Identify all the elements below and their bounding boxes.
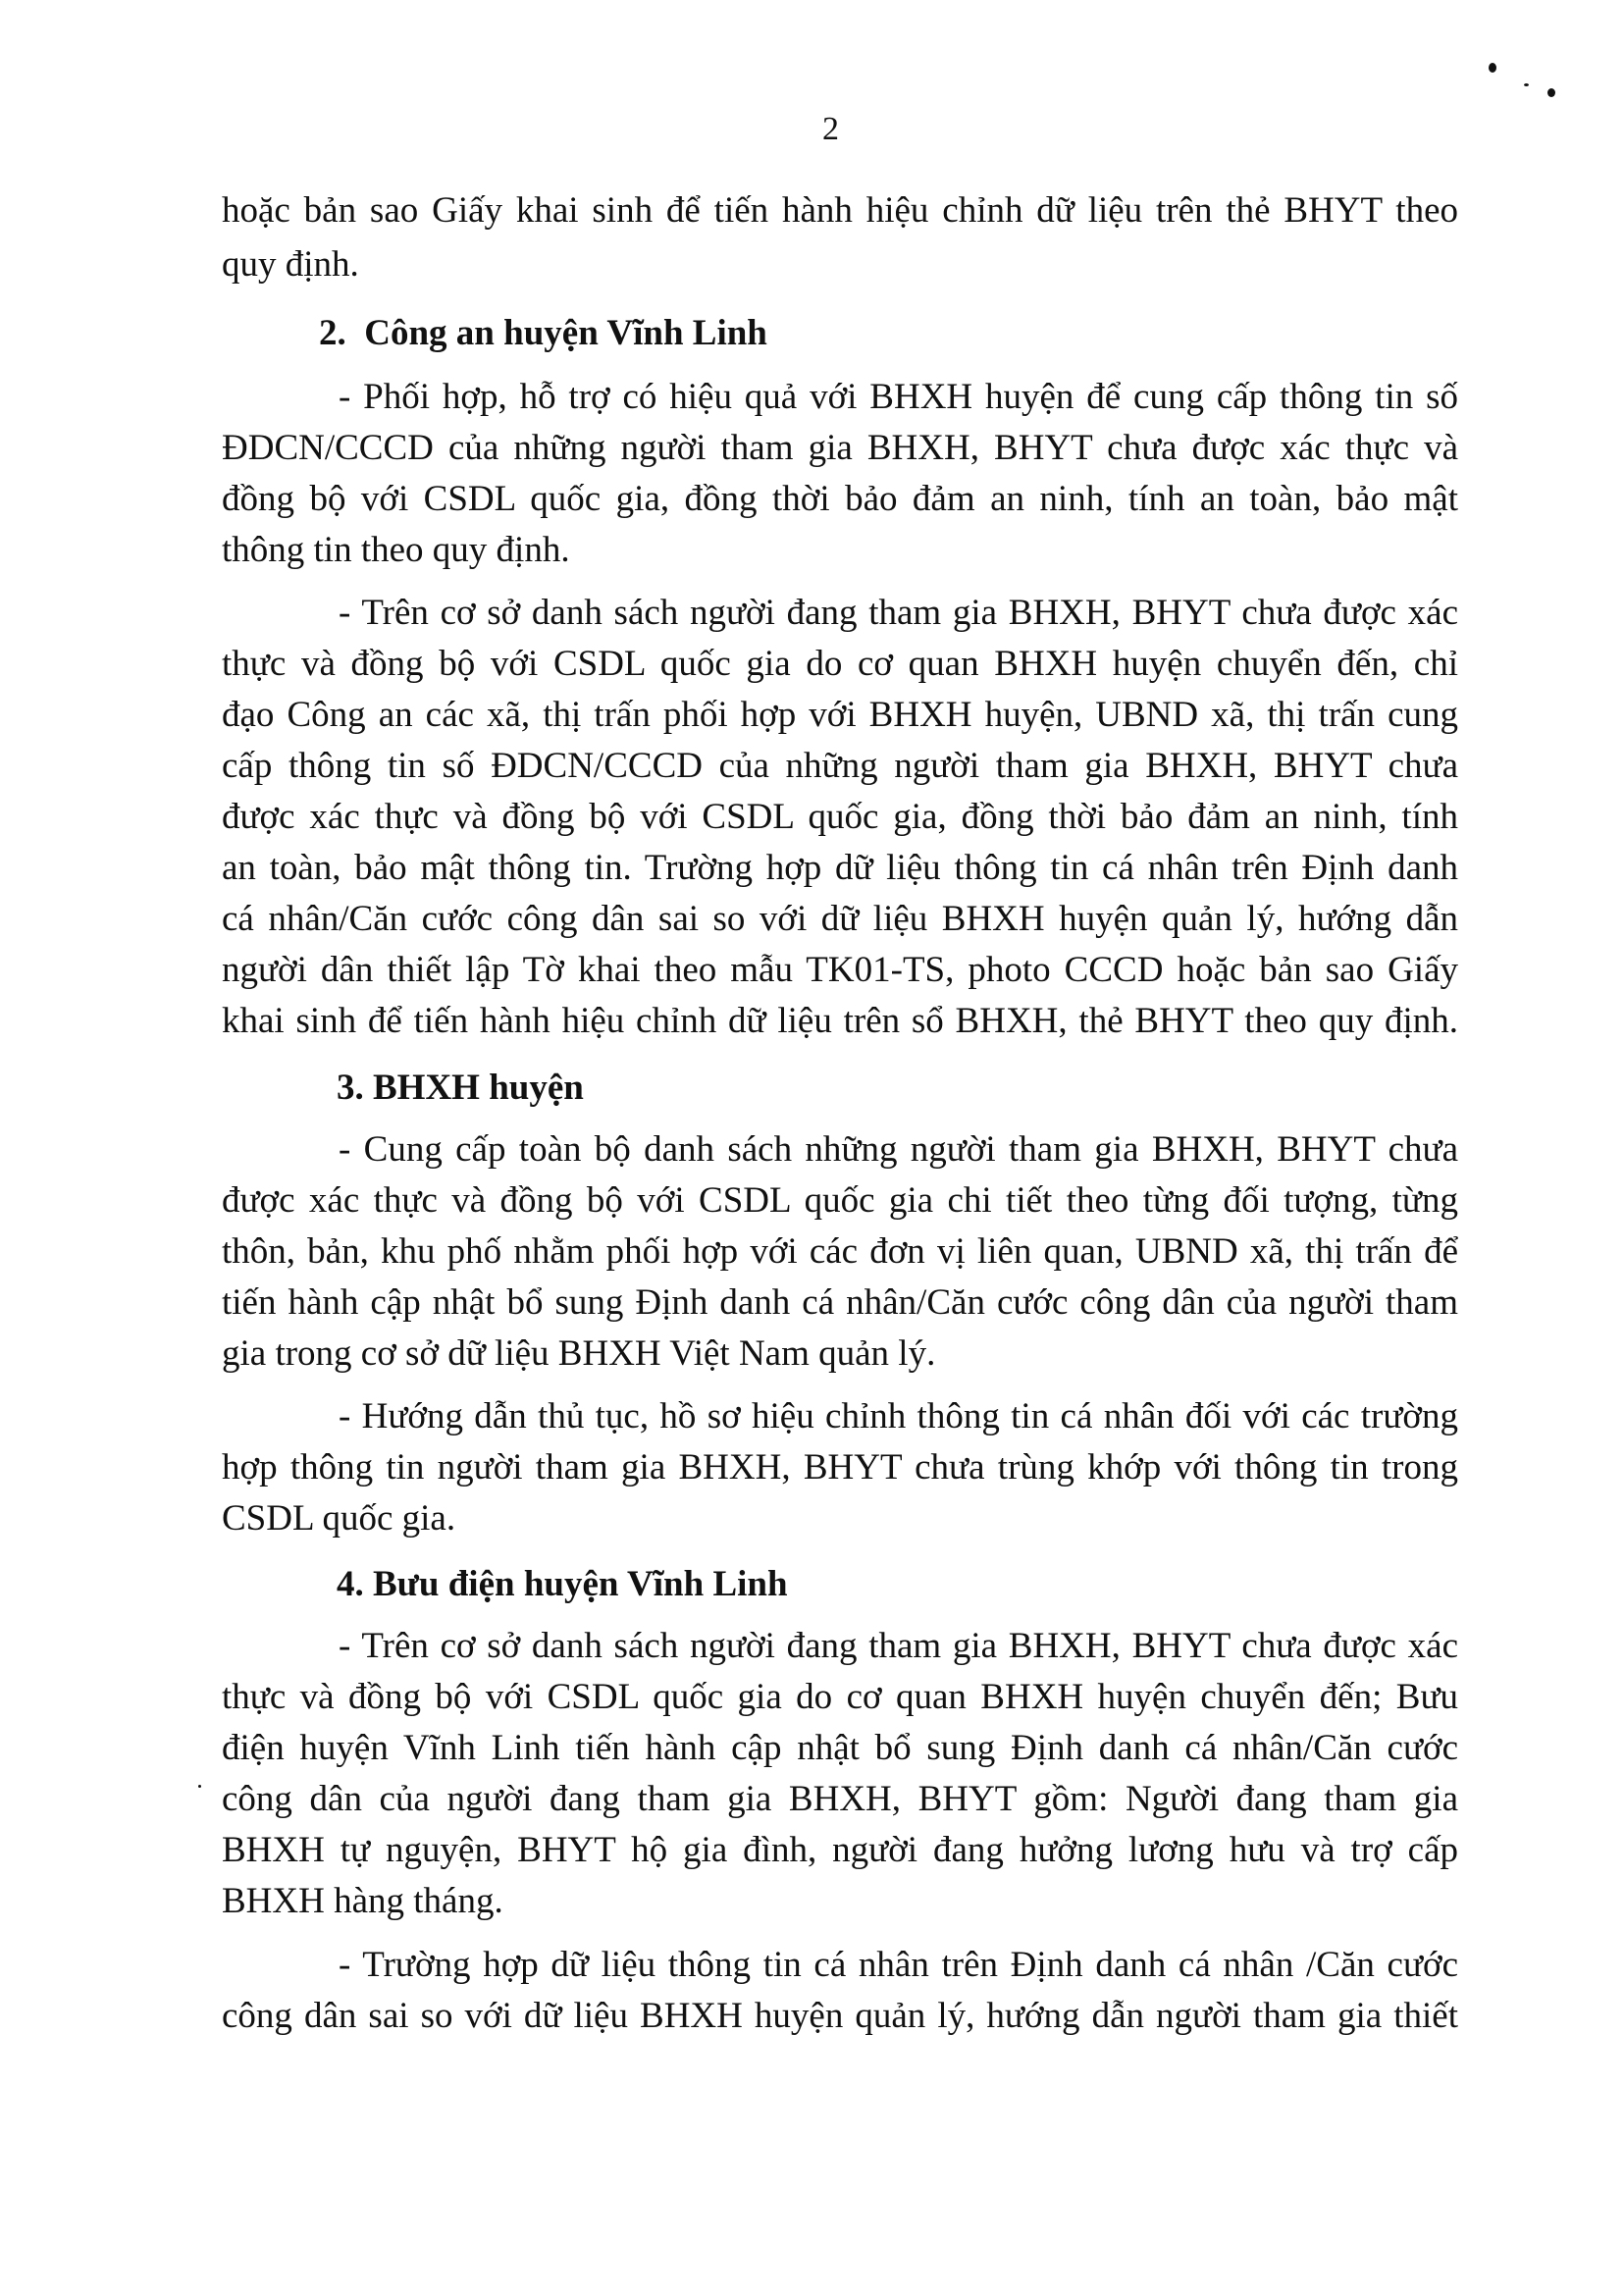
- text-line: người dân thiết lập Tờ khai theo mẫu TK01-TS, photo CCCD hoặc bản sao Giấy: [222, 950, 1458, 990]
- text-line: - Hướng dẫn thủ tục, hồ sơ hiệu chỉnh thông tin cá nhân đối với các trường: [339, 1396, 1458, 1436]
- text-line: khai sinh để tiến hành hiệu chỉnh dữ liệu trên sổ BHXH, thẻ BHYT theo quy định.: [222, 1001, 1458, 1041]
- text-line: - Phối hợp, hỗ trợ có hiệu quả với BHXH huyện để cung cấp thông tin số: [339, 377, 1458, 417]
- text-line: đồng bộ với CSDL quốc gia, đồng thời bảo đảm an ninh, tính an toàn, bảo mật: [222, 479, 1458, 519]
- text-line: hoặc bản sao Giấy khai sinh để tiến hành hiệu chỉnh dữ liệu trên thẻ BHYT theo: [222, 190, 1458, 231]
- text-line: cá nhân/Căn cước công dân sai so với dữ liệu BHXH huyện quản lý, hướng dẫn: [222, 899, 1458, 939]
- text-line: điện huyện Vĩnh Linh tiến hành cập nhật bổ sung Định danh cá nhân/Căn cước: [222, 1728, 1458, 1768]
- text-line: BHXH hàng tháng.: [222, 1881, 503, 1921]
- text-line: - Trường hợp dữ liệu thông tin cá nhân trên Định danh cá nhân /Căn cước: [339, 1945, 1458, 1985]
- text-line: được xác thực và đồng bộ với CSDL quốc gia chi tiết theo từng đối tượng, từng: [222, 1180, 1458, 1221]
- text-line: thực và đồng bộ với CSDL quốc gia do cơ quan BHXH huyện chuyển đến; Bưu: [222, 1677, 1458, 1717]
- text-line: - Trên cơ sở danh sách người đang tham gia BHXH, BHYT chưa được xác: [339, 1626, 1458, 1666]
- text-line: đạo Công an các xã, thị trấn phối hợp với BHXH huyện, UBND xã, thị trấn cung: [222, 695, 1458, 735]
- text-line: ĐDCN/CCCD của những người tham gia BHXH, BHYT chưa được xác thực và: [222, 428, 1458, 468]
- section-heading: 2. Công an huyện Vĩnh Linh: [319, 313, 767, 353]
- text-line: - Trên cơ sở danh sách người đang tham gia BHXH, BHYT chưa được xác: [339, 593, 1458, 633]
- scan-speck: [1524, 83, 1529, 86]
- text-line: CSDL quốc gia.: [222, 1498, 456, 1539]
- text-line: cấp thông tin số ĐDCN/CCCD của những người tham gia BHXH, BHYT chưa: [222, 746, 1458, 786]
- text-line: an toàn, bảo mật thông tin. Trường hợp dữ liệu thông tin cá nhân trên Định danh: [222, 848, 1458, 888]
- page-number: 2: [822, 111, 839, 147]
- text-line: - Cung cấp toàn bộ danh sách những người tham gia BHXH, BHYT chưa: [339, 1129, 1458, 1170]
- text-line: được xác thực và đồng bộ với CSDL quốc gia, đồng thời bảo đảm an ninh, tính: [222, 797, 1458, 837]
- text-line: BHXH tự nguyện, BHYT hộ gia đình, người đang hưởng lương hưu và trợ cấp: [222, 1830, 1458, 1870]
- text-line: thực và đồng bộ với CSDL quốc gia do cơ quan BHXH huyện chuyển đến, chỉ: [222, 644, 1458, 684]
- text-line: công dân của người đang tham gia BHXH, BHYT gồm: Người đang tham gia: [222, 1779, 1458, 1819]
- section-heading: 3. BHXH huyện: [337, 1068, 584, 1108]
- scan-speck: [198, 1785, 201, 1788]
- section-heading: 4. Bưu điện huyện Vĩnh Linh: [337, 1564, 788, 1604]
- text-line: gia trong cơ sở dữ liệu BHXH Việt Nam quản lý.: [222, 1333, 936, 1374]
- text-line: hợp thông tin người tham gia BHXH, BHYT chưa trùng khớp với thông tin trong: [222, 1447, 1458, 1487]
- text-line: thông tin theo quy định.: [222, 530, 570, 570]
- text-line: thôn, bản, khu phố nhằm phối hợp với các đơn vị liên quan, UBND xã, thị trấn để: [222, 1231, 1458, 1272]
- text-line: tiến hành cập nhật bổ sung Định danh cá nhân/Căn cước công dân của người tham: [222, 1282, 1458, 1323]
- text-line: quy định.: [222, 244, 359, 285]
- scan-speck: [1489, 63, 1496, 73]
- scan-speck: [1547, 88, 1555, 97]
- text-line: công dân sai so với dữ liệu BHXH huyện quản lý, hướng dẫn người tham gia thiết: [222, 1996, 1458, 2036]
